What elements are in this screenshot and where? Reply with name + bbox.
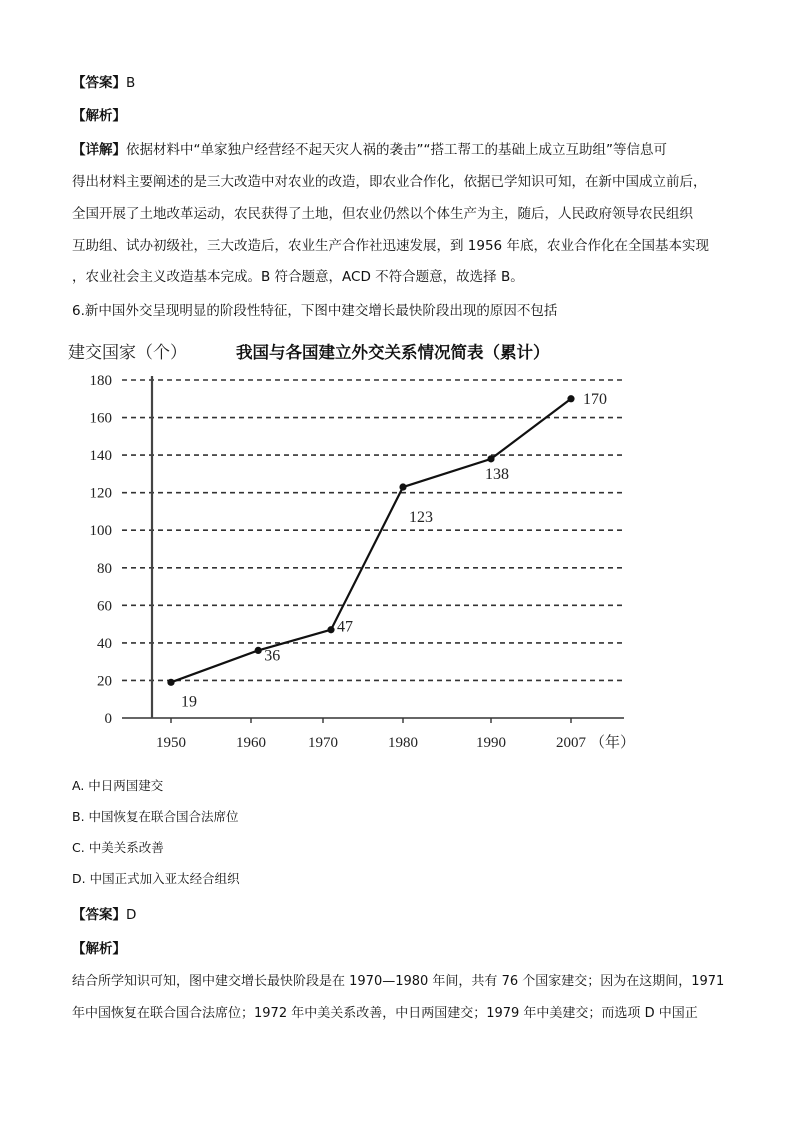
option-a-text: 中日两国建交 bbox=[88, 778, 164, 793]
y-tick-label-0: 0 bbox=[104, 711, 112, 727]
detail-line-1 bbox=[72, 140, 667, 160]
x-tick-label-1970: 1970 bbox=[308, 735, 338, 751]
y-tick-label-160: 160 bbox=[89, 410, 112, 427]
question-6: 6.新中国外交呈现明显的阶段性特征，下图中建交增长最快阶段出现的原因不包括 bbox=[72, 303, 558, 319]
option-a-letter: A. bbox=[72, 778, 85, 793]
option-c-letter: C. bbox=[72, 840, 85, 855]
detail-line-4: 互助组、试办初级社，三大改造后，农业生产合作社迅速发展，到 1956 年底，农业合作化在全国基本实现 bbox=[72, 238, 709, 254]
option-d-letter: D. bbox=[72, 871, 86, 886]
data-point-2007 bbox=[567, 395, 574, 402]
x-tick-label-1960: 1960 bbox=[236, 735, 266, 751]
y-tick-label-120: 120 bbox=[89, 485, 112, 502]
chart-title: 我国与各国建立外交关系情况简表（累计） bbox=[236, 343, 550, 362]
data-label-1990: 138 bbox=[485, 465, 509, 483]
data-point-1950 bbox=[167, 679, 174, 686]
y-tick-label-20: 20 bbox=[97, 673, 112, 690]
data-label-1960: 36 bbox=[264, 647, 281, 665]
answer-line-2 bbox=[72, 905, 136, 925]
data-label-1980: 123 bbox=[409, 509, 433, 527]
data-label-2007: 170 bbox=[583, 390, 607, 408]
x-tick-label-2007: 2007 bbox=[556, 735, 586, 751]
answer-line bbox=[72, 73, 135, 93]
option-a bbox=[72, 777, 163, 795]
option-d bbox=[72, 870, 240, 888]
answer-label-2: 【答案】 bbox=[72, 907, 126, 923]
option-b-letter: B. bbox=[72, 809, 85, 824]
data-point-1970 bbox=[327, 626, 334, 633]
option-d-text: 中国正式加入亚太经合组织 bbox=[89, 871, 240, 886]
analysis2-line-1: 结合所学知识可知，图中建交增长最快阶段是在 1970—1980 年间，共有 76 个国家建交；因为在这期间，1971 bbox=[72, 974, 725, 989]
analysis-label-2: 【解析】 bbox=[72, 941, 126, 957]
x-axis-unit: （年） bbox=[590, 735, 636, 751]
y-tick-label-40: 40 bbox=[97, 635, 112, 652]
detail-text-1: 依据材料中“单家独户经营经不起天灾人祸的袭击”“搭工帮工的基础上成立互助组”等信息可 bbox=[126, 142, 667, 158]
detail-line-5: ，农业社会主义改造基本完成。B 符合题意，ACD 不符合题意，故选择 B。 bbox=[72, 269, 524, 285]
data-label-1950: 19 bbox=[181, 693, 197, 711]
option-c bbox=[72, 839, 164, 857]
series-line bbox=[171, 399, 571, 683]
chart-ylabel: 建交国家（个） bbox=[68, 343, 187, 362]
detail-label: 【详解】 bbox=[72, 142, 126, 158]
option-b-text: 中国恢复在联合国合法席位 bbox=[88, 809, 239, 824]
x-tick-label-1980: 1980 bbox=[388, 735, 418, 751]
data-point-1980 bbox=[399, 483, 406, 490]
y-tick-label-80: 80 bbox=[97, 560, 112, 577]
answer-label: 【答案】 bbox=[72, 75, 126, 91]
y-tick-label-100: 100 bbox=[89, 523, 112, 540]
y-tick-label-60: 60 bbox=[97, 598, 112, 615]
y-tick-label-140: 140 bbox=[89, 448, 112, 465]
x-tick-label-1990: 1990 bbox=[476, 735, 506, 751]
chart-svg bbox=[64, 336, 654, 756]
x-tick-label-1950: 1950 bbox=[156, 735, 186, 751]
answer-value-2: D bbox=[126, 907, 137, 923]
data-label-1970: 47 bbox=[337, 618, 353, 636]
detail-line-3: 全国开展了土地改革运动，农民获得了土地，但农业仍然以个体生产为主，随后，人民政府领导农民组织 bbox=[72, 206, 693, 222]
detail-line-2: 得出材料主要阐述的是三大改造中对农业的改造，即农业合作化，依据已学知识可知，在新中国成立前后， bbox=[72, 174, 707, 190]
option-b bbox=[72, 808, 239, 826]
analysis2-line-2: 年中国恢复在联合国合法席位；1972 年中美关系改善，中日两国建交；1979 年中美建交；而选项 D 中国正 bbox=[72, 1006, 698, 1021]
answer-value: B bbox=[126, 75, 136, 91]
analysis-label: 【解析】 bbox=[72, 108, 126, 124]
option-c-text: 中美关系改善 bbox=[88, 840, 164, 855]
y-tick-label-180: 180 bbox=[89, 373, 112, 389]
diplomatic-relations-chart bbox=[64, 336, 654, 760]
data-point-1990 bbox=[487, 455, 494, 462]
data-point-1960 bbox=[255, 647, 262, 654]
